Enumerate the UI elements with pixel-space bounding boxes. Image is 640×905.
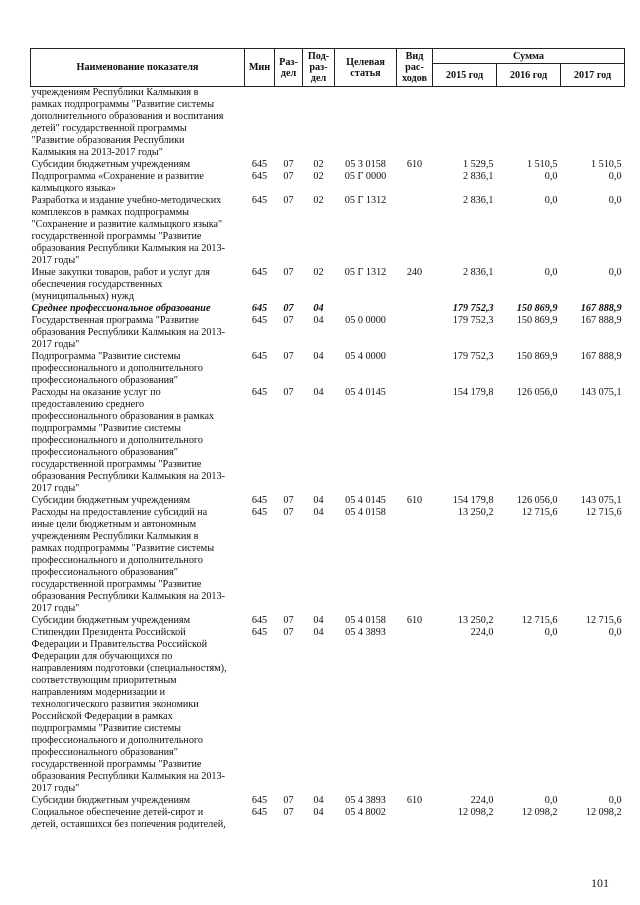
- cell-name: Государственная программа "Развитие образования Республики Калмыкия на 2013- 2017 годы": [31, 315, 226, 350]
- table-row: [31, 615, 625, 627]
- cell-target: 05 4 3893: [345, 627, 386, 638]
- table-row: [31, 507, 625, 615]
- cell-razdel: [275, 87, 303, 160]
- cell-sum-2015: 2 836,1: [462, 267, 494, 278]
- cell-sum-2015: 12 098,2: [457, 807, 494, 818]
- cell-name: Подпрограмма "Развитие системы профессионального и дополнительного профессионального образования": [31, 351, 203, 386]
- cell-target: 05 3 0158: [345, 159, 386, 170]
- table-row: [31, 387, 625, 495]
- cell-target: 05 Г 0000: [344, 171, 387, 182]
- cell-min: 645: [251, 615, 268, 626]
- cell-razdel: 07: [283, 159, 294, 170]
- table-row: [31, 315, 625, 351]
- table-row: [31, 303, 625, 315]
- cell-sum-2015: 1 529,5: [462, 159, 494, 170]
- header-sum: Сумма: [433, 49, 625, 64]
- cell-name: учреждениям Республики Калмыкия в рамках подпрограммы "Развитие системы дополнительного образования и воспитания детей" государственной программы "Развитие образования Республики Калмыкия на 2013-2017 годы": [31, 87, 224, 158]
- cell-sum-2016: 150 869,9: [516, 351, 558, 362]
- cell-razdel: 07: [283, 315, 294, 326]
- cell-min: 645: [251, 159, 268, 170]
- cell-podrazdel: 04: [313, 315, 324, 326]
- cell-sum-2015: 154 179,8: [452, 495, 494, 506]
- table-row: [31, 627, 625, 795]
- cell-name: Стипендии Президента Российской Федерации и Правительства Российской Федерации для обучающихся по направлениям подготовки (специальностям), соответствующим приоритетным направлениям модернизации и технологического развития экономики Российской Федерации в рамках подпрограммы "Развитие системы профессионального и дополнительного профессионального образования" государственной программы "Развитие образования Республики Калмыкия на 2013- 2017 годы": [31, 627, 227, 794]
- cell-sum-2016: 12 715,6: [521, 507, 558, 518]
- cell-sum-2015: 179 752,3: [452, 303, 494, 314]
- cell-sum-2016: 126 056,0: [516, 495, 558, 506]
- cell-sum-2015: 154 179,8: [452, 387, 494, 398]
- cell-sum-2015: 224,0: [470, 627, 494, 638]
- cell-name: Среднее профессиональное образование: [31, 303, 211, 314]
- cell-vid: [397, 627, 433, 795]
- header-razdel: Раз- дел: [275, 49, 303, 87]
- cell-sum-2016: 12 098,2: [521, 807, 558, 818]
- table-header: [31, 49, 625, 87]
- cell-sum-2017: 0,0: [608, 795, 622, 806]
- cell-min: 645: [251, 807, 268, 818]
- cell-razdel: 07: [283, 171, 294, 182]
- cell-min: [245, 87, 275, 160]
- cell-sum-2017: 12 715,6: [585, 615, 622, 626]
- cell-podrazdel: 04: [313, 303, 324, 314]
- cell-sum-2016: 0,0: [544, 267, 558, 278]
- cell-razdel: 07: [283, 267, 294, 278]
- cell-razdel: 07: [283, 495, 294, 506]
- cell-target: 05 4 0145: [345, 495, 386, 506]
- cell-name: Субсидии бюджетным учреждениям: [31, 615, 191, 626]
- cell-razdel: 07: [283, 195, 294, 206]
- cell-name: Субсидии бюджетным учреждениям: [31, 495, 191, 506]
- table-row: [31, 795, 625, 807]
- cell-vid: [397, 171, 433, 195]
- cell-sum-2016: 0,0: [544, 171, 558, 182]
- cell-sum-2017: 0,0: [608, 195, 622, 206]
- cell-podrazdel: 04: [313, 351, 324, 362]
- cell-razdel: 07: [283, 795, 294, 806]
- cell-vid: 610: [406, 495, 423, 506]
- cell-target: [335, 303, 397, 315]
- cell-name: Разработка и издание учебно-методических комплексов в рамках подпрограммы "Сохранение и развитие калмыцкого языка" государственной программы "Развитие образования Республики Калмыкия на 2013- 2017 годы": [31, 195, 226, 266]
- cell-vid: [397, 87, 433, 160]
- cell-sum-2017: 167 888,9: [580, 315, 622, 326]
- cell-podrazdel: 04: [313, 627, 324, 638]
- cell-sum-2016: 126 056,0: [516, 387, 558, 398]
- cell-vid: [397, 807, 433, 831]
- header-name: Наименование показателя: [31, 49, 245, 87]
- cell-min: 645: [251, 195, 268, 206]
- cell-min: 645: [251, 795, 268, 806]
- cell-podrazdel: 02: [313, 159, 324, 170]
- cell-sum-2017: 143 075,1: [580, 495, 622, 506]
- cell-target: 05 4 0158: [345, 615, 386, 626]
- cell-min: 645: [251, 315, 268, 326]
- cell-min: 645: [251, 507, 268, 518]
- cell-min: 645: [251, 267, 268, 278]
- cell-sum-2017: [561, 87, 625, 160]
- cell-min: 645: [251, 495, 268, 506]
- cell-min: 645: [251, 303, 268, 314]
- cell-sum-2017: 1 510,5: [590, 159, 622, 170]
- cell-sum-2015: 2 836,1: [462, 171, 494, 182]
- cell-sum-2015: [433, 87, 497, 160]
- cell-target: 05 4 0158: [345, 507, 386, 518]
- cell-sum-2017: 167 888,9: [580, 351, 622, 362]
- cell-sum-2016: 0,0: [544, 627, 558, 638]
- table-row: [31, 87, 625, 160]
- cell-target: 05 0 0000: [345, 315, 386, 326]
- table-row: [31, 807, 625, 831]
- cell-vid: 610: [406, 615, 423, 626]
- header-podrazdel: Под- раз- дел: [303, 49, 335, 87]
- cell-sum-2017: 143 075,1: [580, 387, 622, 398]
- cell-razdel: 07: [283, 507, 294, 518]
- cell-sum-2017: 167 888,9: [580, 303, 622, 314]
- cell-razdel: 07: [283, 615, 294, 626]
- cell-vid: 610: [406, 795, 423, 806]
- cell-sum-2015: 179 752,3: [452, 351, 494, 362]
- cell-podrazdel: 04: [313, 807, 324, 818]
- cell-sum-2017: 0,0: [608, 267, 622, 278]
- cell-name: Расходы на предоставление субсидий на иные цели бюджетным и автономным учреждениям Республики Калмыкия в рамках подпрограммы "Развитие системы профессионального и дополнительного профессионального образования" государственной программы "Развитие образования Республики Калмыкия на 2013- 2017 годы": [31, 507, 226, 614]
- cell-sum-2015: 224,0: [470, 795, 494, 806]
- table-row: [31, 351, 625, 387]
- header-year-2015: 2015 год: [433, 64, 497, 87]
- table-body: [31, 87, 625, 832]
- cell-razdel: 07: [283, 807, 294, 818]
- cell-sum-2015: 13 250,2: [457, 507, 494, 518]
- cell-vid: [397, 351, 433, 387]
- cell-vid: [397, 195, 433, 267]
- cell-razdel: 07: [283, 303, 294, 314]
- cell-sum-2016: [497, 87, 561, 160]
- cell-razdel: 07: [283, 387, 294, 398]
- cell-podrazdel: 04: [313, 495, 324, 506]
- cell-podrazdel: [303, 87, 335, 160]
- cell-min: 645: [251, 171, 268, 182]
- cell-name: Субсидии бюджетным учреждениям: [31, 159, 191, 170]
- cell-target: 05 4 3893: [345, 795, 386, 806]
- cell-vid: 240: [406, 267, 423, 278]
- cell-target: [335, 87, 397, 160]
- cell-sum-2016: 0,0: [544, 195, 558, 206]
- cell-sum-2016: 12 715,6: [521, 615, 558, 626]
- cell-min: 645: [251, 387, 268, 398]
- cell-podrazdel: 02: [313, 267, 324, 278]
- cell-podrazdel: 04: [313, 387, 324, 398]
- cell-vid: [397, 507, 433, 615]
- table-row: [31, 267, 625, 303]
- cell-vid: [397, 387, 433, 495]
- header-year-2017: 2017 год: [561, 64, 625, 87]
- cell-sum-2017: 12 098,2: [585, 807, 622, 818]
- cell-sum-2016: 1 510,5: [526, 159, 558, 170]
- header-min: Мин: [245, 49, 275, 87]
- cell-sum-2017: 12 715,6: [585, 507, 622, 518]
- budget-table: [30, 48, 625, 831]
- cell-razdel: 07: [283, 627, 294, 638]
- cell-razdel: 07: [283, 351, 294, 362]
- cell-sum-2016: 150 869,9: [516, 315, 558, 326]
- cell-target: 05 4 0145: [345, 387, 386, 398]
- header-target: Целевая статья: [335, 49, 397, 87]
- table-row: [31, 195, 625, 267]
- cell-name: Расходы на оказание услуг по предоставлению среднего профессионального образования в рамках подпрограммы "Развитие системы профессионального и дополнительного профессионального образования" государственной программы "Развитие образования Республики Калмыкия на 2013- 2017 годы": [31, 387, 226, 494]
- table-row: [31, 159, 625, 171]
- cell-podrazdel: 04: [313, 795, 324, 806]
- cell-sum-2015: 2 836,1: [462, 195, 494, 206]
- cell-vid: [397, 303, 433, 315]
- cell-sum-2016: 150 869,9: [516, 303, 558, 314]
- cell-target: 05 4 0000: [345, 351, 386, 362]
- cell-sum-2015: 179 752,3: [452, 315, 494, 326]
- cell-podrazdel: 04: [313, 615, 324, 626]
- cell-target: 05 Г 1312: [344, 267, 387, 278]
- cell-podrazdel: 02: [313, 195, 324, 206]
- table-row: [31, 171, 625, 195]
- cell-min: 645: [251, 627, 268, 638]
- cell-sum-2017: 0,0: [608, 627, 622, 638]
- cell-vid: [397, 315, 433, 351]
- cell-target: 05 4 8002: [345, 807, 386, 818]
- cell-name: Иные закупки товаров, работ и услуг для обеспечения государственных (муниципальных) нужд: [31, 267, 210, 302]
- table-row: [31, 495, 625, 507]
- cell-min: 645: [251, 351, 268, 362]
- cell-target: 05 Г 1312: [344, 195, 387, 206]
- header-year-2016: 2016 год: [497, 64, 561, 87]
- cell-name: Субсидии бюджетным учреждениям: [31, 795, 191, 806]
- cell-name: Социальное обеспечение детей-сирот и детей, оставшихся без попечения родителей,: [31, 807, 226, 830]
- cell-name: Подпрограмма «Сохранение и развитие калмыцкого языка»: [31, 171, 204, 194]
- cell-podrazdel: 02: [313, 171, 324, 182]
- cell-vid: 610: [406, 159, 423, 170]
- cell-podrazdel: 04: [313, 507, 324, 518]
- budget-document: [30, 48, 624, 831]
- header-vid: Вид рас- ходов: [397, 49, 433, 87]
- page-number: 101: [591, 876, 609, 890]
- cell-sum-2016: 0,0: [544, 795, 558, 806]
- cell-sum-2017: 0,0: [608, 171, 622, 182]
- cell-sum-2015: 13 250,2: [457, 615, 494, 626]
